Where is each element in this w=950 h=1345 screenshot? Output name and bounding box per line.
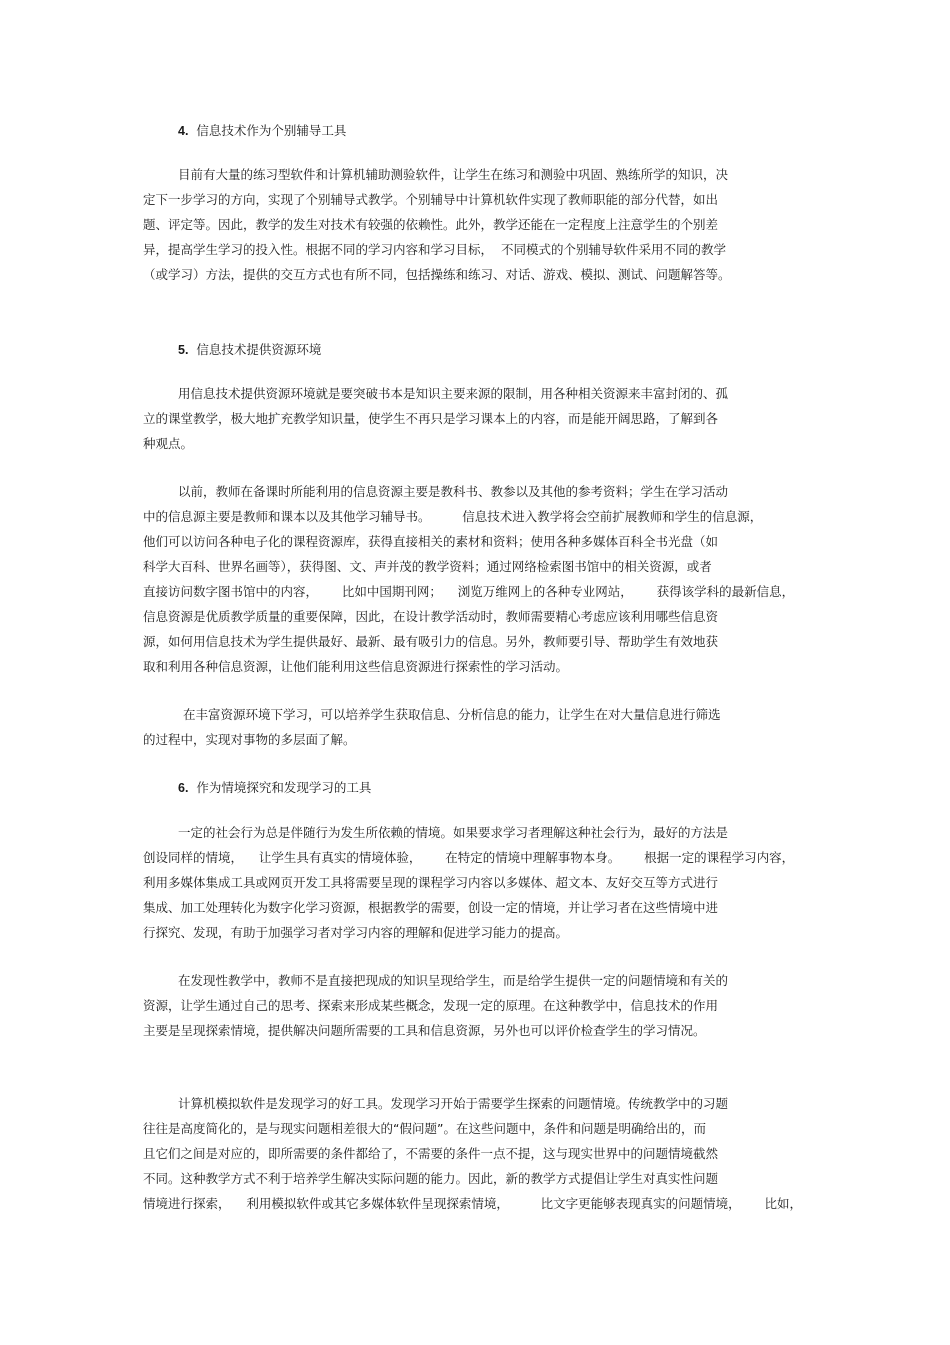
- section-title: 信息技术提供资源环境: [196, 342, 322, 357]
- paragraph-line: 在丰富资源环境下学习，可以培养学生获取信息、分析信息的能力，让学生在对大量信息进行筛选: [183, 707, 721, 722]
- paragraph-line: （或学习）方法，提供的交互方式也有所不同，包括操练和练习、对话、游戏、模拟、测试、问题解答等。: [143, 267, 731, 282]
- paragraph-line: 中的信息源主要是教师和课本以及其他学习辅导书。 信息技术进入教学将会空前扩展教师和学生的信息源，: [143, 509, 763, 524]
- paragraph-line: 用信息技术提供资源环境就是要突破书本是知识主要来源的限制，用各种相关资源来丰富封闭的、孤: [178, 386, 729, 401]
- paragraph-line: 往往是高度简化的，是与现实问题相差很大的“假问题”。在这些问题中，条件和问题是明确给出的，而: [143, 1121, 706, 1136]
- section-number: 4.: [178, 124, 189, 138]
- section-number: 6.: [178, 781, 189, 795]
- paragraph-line: 他们可以访问各种电子化的课程资源库，获得直接相关的素材和资料；使用各种多媒体百科全书光盘（如: [143, 534, 719, 549]
- paragraph-line: 情境进行探索， 利用模拟软件或其它多媒体软件呈现探索情境， 比文字更能够表现真实的问题情境， 比如，: [143, 1196, 803, 1211]
- paragraph-line: 且它们之间是对应的，即所需要的条件都给了，不需要的条件一点不提，这与现实世界中的问题情境截然: [143, 1146, 719, 1161]
- paragraph-line: 信息资源是优质教学质量的重要保障，因此，在设计教学活动时，教师需要精心考虑应该利用哪些信息资: [143, 609, 719, 624]
- paragraph-line: 计算机模拟软件是发现学习的好工具。发现学习开始于需要学生探索的问题情境。传统教学中的习题: [178, 1096, 729, 1111]
- section-number: 5.: [178, 343, 189, 357]
- paragraph-line: 直接访问数字图书馆中的内容， 比如中国期刊网； 浏览万维网上的各种专业网站， 获得该学科的最新信息，: [143, 584, 795, 599]
- paragraph-line: 不同。这种教学方式不利于培养学生解决实际问题的能力。因此，新的教学方式提倡让学生对真实性问题: [143, 1171, 719, 1186]
- paragraph-line: 的过程中，实现对事物的多层面了解。: [143, 732, 356, 747]
- section-title: 作为情境探究和发现学习的工具: [196, 780, 372, 795]
- paragraph-line: 集成、加工处理转化为数字化学习资源，根据教学的需要，创设一定的情境，并让学习者在这些情境中进: [143, 900, 719, 915]
- paragraph-line: 题、评定等。因此，教学的发生对技术有较强的依赖性。此外，教学还能在一定程度上注意学生的个别差: [143, 217, 719, 232]
- paragraph-line: 定下一步学习的方向，实现了个别辅导式教学。个别辅导中计算机软件实现了教师职能的部分代替，如出: [143, 192, 719, 207]
- paragraph-line: 一定的社会行为总是伴随行为发生所依赖的情境。如果要求学习者理解这种社会行为，最好的方法是: [178, 825, 729, 840]
- section-heading: [178, 342, 321, 358]
- paragraph-line: 目前有大量的练习型软件和计算机辅助测验软件，让学生在练习和测验中巩固、熟练所学的知识，决: [178, 167, 729, 182]
- paragraph-line: 种观点。: [143, 436, 194, 451]
- paragraph-line: 科学大百科、世界名画等），获得图、文、声并茂的教学资料；通过网络检索图书馆中的相关资源，或者: [143, 559, 712, 574]
- paragraph-line: 源，如何用信息技术为学生提供最好、最新、最有吸引力的信息。另外，教师要引导、帮助学生有效地获: [143, 634, 719, 649]
- paragraph-line: 以前，教师在备课时所能利用的信息资源主要是教科书、教参以及其他的参考资料；学生在学习活动: [178, 484, 729, 499]
- paragraph-line: 立的课堂教学，极大地扩充教学知识量，使学生不再只是学习课本上的内容，而是能开阔思路，了解到各: [143, 411, 719, 426]
- paragraph-line: 取和利用各种信息资源，让他们能利用这些信息资源进行探索性的学习活动。: [143, 659, 569, 674]
- paragraph-line: 资源，让学生通过自己的思考、探索来形成某些概念，发现一定的原理。在这种教学中，信息技术的作用: [143, 998, 719, 1013]
- paragraph-line: 行探究、发现，有助于加强学习者对学习内容的理解和促进学习能力的提高。: [143, 925, 569, 940]
- paragraph-line: 创设同样的情境， 让学生具有真实的情境体验， 在特定的情境中理解事物本身。 根据一定的课程学习内容，: [143, 850, 795, 865]
- paragraph-line: 主要是呈现探索情境，提供解决问题所需要的工具和信息资源，另外也可以评价检查学生的学习情况。: [143, 1023, 706, 1038]
- section-heading: [178, 780, 371, 796]
- paragraph-line: 异，提高学生学习的投入性。根据不同的学习内容和学习目标， 不同模式的个别辅导软件采用不同的教学: [143, 242, 726, 257]
- paragraph-line: 在发现性教学中，教师不是直接把现成的知识呈现给学生，而是给学生提供一定的问题情境和有关的: [178, 973, 729, 988]
- paragraph-line: 利用多媒体集成工具或网页开发工具将需要呈现的课程学习内容以多媒体、超文本、友好交互等方式进行: [143, 875, 719, 890]
- section-title: 信息技术作为个别辅导工具: [196, 123, 347, 138]
- section-heading: [178, 123, 346, 139]
